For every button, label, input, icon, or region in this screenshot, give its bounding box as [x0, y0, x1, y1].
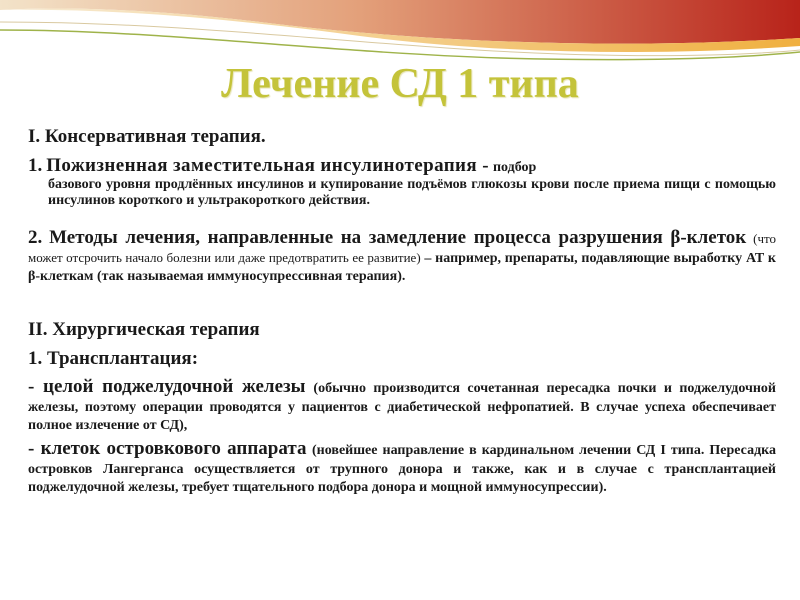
- item2-rest: – например, препараты, подавляющие выработку АТ к β-клеткам (так называемая иммуносупрессивная терапия).: [28, 250, 776, 284]
- item1-number: 1.: [28, 154, 43, 176]
- section1-heading: I. Консервативная терапия.: [28, 126, 266, 147]
- pancreas-lead: - целой поджелудочной железы: [28, 376, 306, 398]
- section1-item2: [28, 227, 776, 285]
- slide-title: Лечение СД 1 типа: [221, 61, 579, 107]
- section1-item1: [28, 155, 776, 209]
- slide-body: [28, 126, 776, 501]
- transplant-islets: [28, 438, 776, 496]
- item2-lead: Методы лечения, направленные на замедление процесса разрушения β-клеток: [49, 226, 747, 248]
- pancreas-note: (обычно производится сочетанная пересадка почки и поджелудочной железы, поэтому операции проводятся у пациентов с диабетической нефропатией. В случае успеха обеспечивает полное излечение от СД),: [28, 381, 776, 434]
- section2-subheading: 1. Трансплантация:: [28, 347, 199, 369]
- islets-note: (новейшее направление в кардинальном лечении СД I типа. Пересадка островков Лангерганса осуществляется от трупного донора и также, как и в случае с трансплантацией поджелудочной железы, требует тщательного подбора донора и мощной иммуносупрессии).: [28, 443, 777, 496]
- item1-tail: подбор: [492, 159, 537, 175]
- islets-lead: - клеток островкового аппарата: [28, 438, 307, 460]
- transplant-pancreas: [28, 376, 776, 434]
- section2-heading: II. Хирургическая терапия: [28, 318, 260, 340]
- item2-note: (что может отсрочить начало болезни или даже предотвратить ее развитие): [28, 230, 777, 265]
- item1-lead: Пожизненная заместительная инсулинотерапия -: [46, 154, 489, 176]
- item1-rest: базового уровня продлённых инсулинов и купирование подъёмов глюкозы крови после приема пищи с помощью инсулинов короткого и ультракороткого действия.: [48, 176, 776, 208]
- item2-number: 2.: [28, 226, 43, 248]
